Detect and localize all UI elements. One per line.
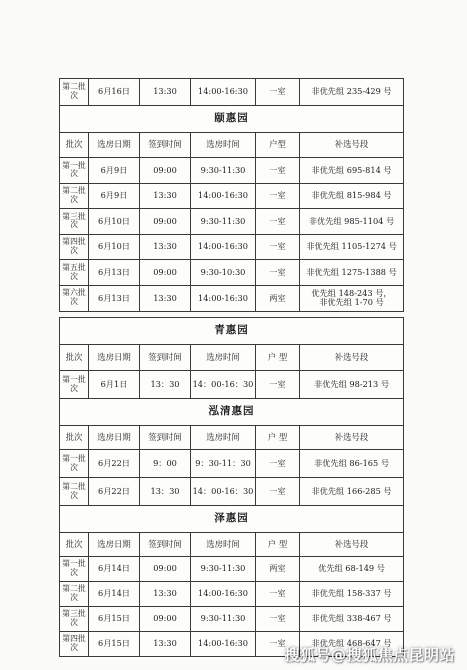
header-range: 补选号段 — [300, 133, 404, 158]
date-cell: 6月16日 — [89, 79, 140, 106]
range-cell: 非优先组 985-1104 号 — [300, 209, 404, 235]
batch-cell: 第六批次 — [60, 285, 89, 311]
batch-cell: 第一批次 — [60, 158, 89, 184]
date-cell: 6月15日 — [89, 607, 140, 632]
time-cell: 9:30-11:30 — [191, 158, 256, 184]
date-cell: 6月13日 — [89, 285, 140, 311]
time-cell: 9:30-10:30 — [191, 260, 256, 286]
table-row — [60, 79, 404, 106]
date-cell: 6月1日 — [89, 371, 140, 399]
table-row — [60, 234, 404, 260]
range-cell: 非优先组 1105-1274 号 — [300, 234, 404, 260]
time-cell: 14:00-16:30 — [191, 79, 256, 106]
unit-cell: 一室 — [256, 582, 300, 607]
range-cell: 非优先组 235-429 号 — [300, 79, 404, 106]
header-unit: 户 型 — [256, 426, 300, 450]
signin-cell: 09:00 — [140, 557, 191, 582]
signin-cell: 13:30 — [140, 234, 191, 260]
section-title: 泓清惠园 — [60, 399, 404, 426]
range-cell: 非优先组 468-647 号 — [300, 632, 404, 657]
header-unit: 户 型 — [256, 345, 300, 371]
unit-cell: 一室 — [256, 209, 300, 235]
batch-cell: 第三批次 — [60, 607, 89, 632]
time-cell: 14：00-16：30 — [191, 371, 256, 399]
signin-cell: 13：30 — [140, 478, 191, 506]
time-cell: 14:00-16:30 — [191, 582, 256, 607]
date-cell: 6月9日 — [89, 158, 140, 184]
batch-cell: 第一批次 — [60, 371, 89, 399]
header-date: 选房日期 — [89, 533, 140, 557]
range-cell: 非优先组 98-213 号 — [300, 371, 404, 399]
section2-rows — [60, 371, 404, 399]
batch-cell: 第四批次 — [60, 234, 89, 260]
header-batch: 批次 — [60, 426, 89, 450]
unit-cell: 一室 — [256, 183, 300, 209]
unit-cell: 一室 — [256, 607, 300, 632]
section-title: 泽惠园 — [60, 506, 404, 533]
header-date: 选房日期 — [89, 426, 140, 450]
yihuiyuan-table — [59, 78, 404, 312]
batch-cell: 第五批次 — [60, 260, 89, 286]
table-row — [60, 371, 404, 399]
range-cell: 非优先组 86-165 号 — [300, 450, 404, 478]
time-cell: 14:00-16:30 — [191, 234, 256, 260]
section-title: 青惠园 — [60, 318, 404, 345]
range-cell: 非优先组 695-814 号 — [300, 158, 404, 184]
range-cell: 优先组 68-149 号 — [300, 557, 404, 582]
header-range: 补选号段 — [300, 533, 404, 557]
header-signin: 签到时间 — [140, 426, 191, 450]
header-batch: 批次 — [60, 133, 89, 158]
range-cell: 非优先组 338-467 号 — [300, 607, 404, 632]
unit-cell: 一室 — [256, 371, 300, 399]
header-range: 补选号段 — [300, 426, 404, 450]
header-batch: 批次 — [60, 345, 89, 371]
signin-cell: 13:30 — [140, 285, 191, 311]
date-cell: 6月22日 — [89, 450, 140, 478]
table-row — [60, 557, 404, 582]
unit-cell: 一室 — [256, 234, 300, 260]
header-row — [60, 533, 404, 557]
header-range: 补选号段 — [300, 345, 404, 371]
unit-cell: 一室 — [256, 450, 300, 478]
table-row — [60, 450, 404, 478]
time-cell: 9:30-11:30 — [191, 209, 256, 235]
signin-cell: 13：30 — [140, 371, 191, 399]
time-cell: 14:00-16:30 — [191, 632, 256, 657]
time-cell: 14:00-16:30 — [191, 183, 256, 209]
section-title: 颐惠园 — [60, 106, 404, 133]
header-row — [60, 345, 404, 371]
table-row — [60, 285, 404, 311]
watermark: 搜狐号@搜狐焦点昆明站 — [284, 645, 455, 664]
batch-cell: 第四批次 — [60, 632, 89, 657]
range-cell: 非优先组 1275-1388 号 — [300, 260, 404, 286]
unit-cell: 一室 — [256, 632, 300, 657]
header-time: 选房时间 — [191, 345, 256, 371]
date-cell: 6月22日 — [89, 478, 140, 506]
header-signin: 签到时间 — [140, 133, 191, 158]
header-unit: 户型 — [256, 133, 300, 158]
header-time: 选房时间 — [191, 426, 256, 450]
batch-cell: 第一批次 — [60, 557, 89, 582]
date-cell: 6月14日 — [89, 582, 140, 607]
batch-cell: 第一批次 — [60, 450, 89, 478]
table-row — [60, 607, 404, 632]
date-cell: 6月10日 — [89, 209, 140, 235]
date-cell: 6月10日 — [89, 234, 140, 260]
time-cell: 14：00-16：30 — [191, 478, 256, 506]
time-cell: 9:30-11:30 — [191, 557, 256, 582]
signin-cell: 13:30 — [140, 582, 191, 607]
header-date: 选房日期 — [89, 345, 140, 371]
section1-rows — [60, 158, 404, 312]
range-cell: 非优先组 166-285 号 — [300, 478, 404, 506]
date-cell: 6月15日 — [89, 632, 140, 657]
table-row — [60, 183, 404, 209]
date-cell: 6月13日 — [89, 260, 140, 286]
signin-cell: 09:00 — [140, 158, 191, 184]
unit-cell: 一室 — [256, 79, 300, 106]
signin-cell: 13:30 — [140, 183, 191, 209]
unit-cell: 一室 — [256, 478, 300, 506]
header-date: 选房日期 — [89, 133, 140, 158]
zehuiyuan-table — [59, 505, 404, 657]
batch-cell: 第二批次 — [60, 478, 89, 506]
header-signin: 签到时间 — [140, 533, 191, 557]
batch-cell: 第二批次 — [60, 183, 89, 209]
table-row — [60, 478, 404, 506]
range-cell — [300, 285, 404, 311]
date-cell: 6月14日 — [89, 557, 140, 582]
time-cell: 14:00-16:30 — [191, 285, 256, 311]
range-line: 优先组 148-243 号， — [311, 287, 392, 298]
time-cell: 9：30-11：30 — [191, 450, 256, 478]
qinghuiyuan-table — [59, 317, 404, 506]
signin-cell: 13:30 — [140, 79, 191, 106]
unit-cell: 两室 — [256, 557, 300, 582]
range-cell: 非优先组 815-984 号 — [300, 183, 404, 209]
batch-cell: 第二批次 — [60, 79, 89, 106]
table-row — [60, 158, 404, 184]
table-row — [60, 209, 404, 235]
unit-cell: 两室 — [256, 285, 300, 311]
signin-cell: 13:30 — [140, 632, 191, 657]
header-time: 选房时间 — [191, 133, 256, 158]
time-cell: 9:30-11:30 — [191, 607, 256, 632]
header-signin: 签到时间 — [140, 345, 191, 371]
header-row — [60, 426, 404, 450]
signin-cell: 09:00 — [140, 209, 191, 235]
table-row — [60, 260, 404, 286]
signin-cell: 09:00 — [140, 607, 191, 632]
range-cell: 非优先组 158-337 号 — [300, 582, 404, 607]
signin-cell: 09:00 — [140, 260, 191, 286]
header-batch: 批次 — [60, 533, 89, 557]
batch-cell: 第二批次 — [60, 582, 89, 607]
unit-cell: 一室 — [256, 260, 300, 286]
header-unit: 户 型 — [256, 533, 300, 557]
batch-cell: 第三批次 — [60, 209, 89, 235]
range-line: 非优先组 1-70 号 — [319, 297, 384, 308]
header-time: 选房时间 — [191, 533, 256, 557]
date-cell: 6月9日 — [89, 183, 140, 209]
header-row — [60, 133, 404, 158]
table-row — [60, 582, 404, 607]
signin-cell: 9：00 — [140, 450, 191, 478]
unit-cell: 一室 — [256, 158, 300, 184]
section3-rows — [60, 450, 404, 506]
